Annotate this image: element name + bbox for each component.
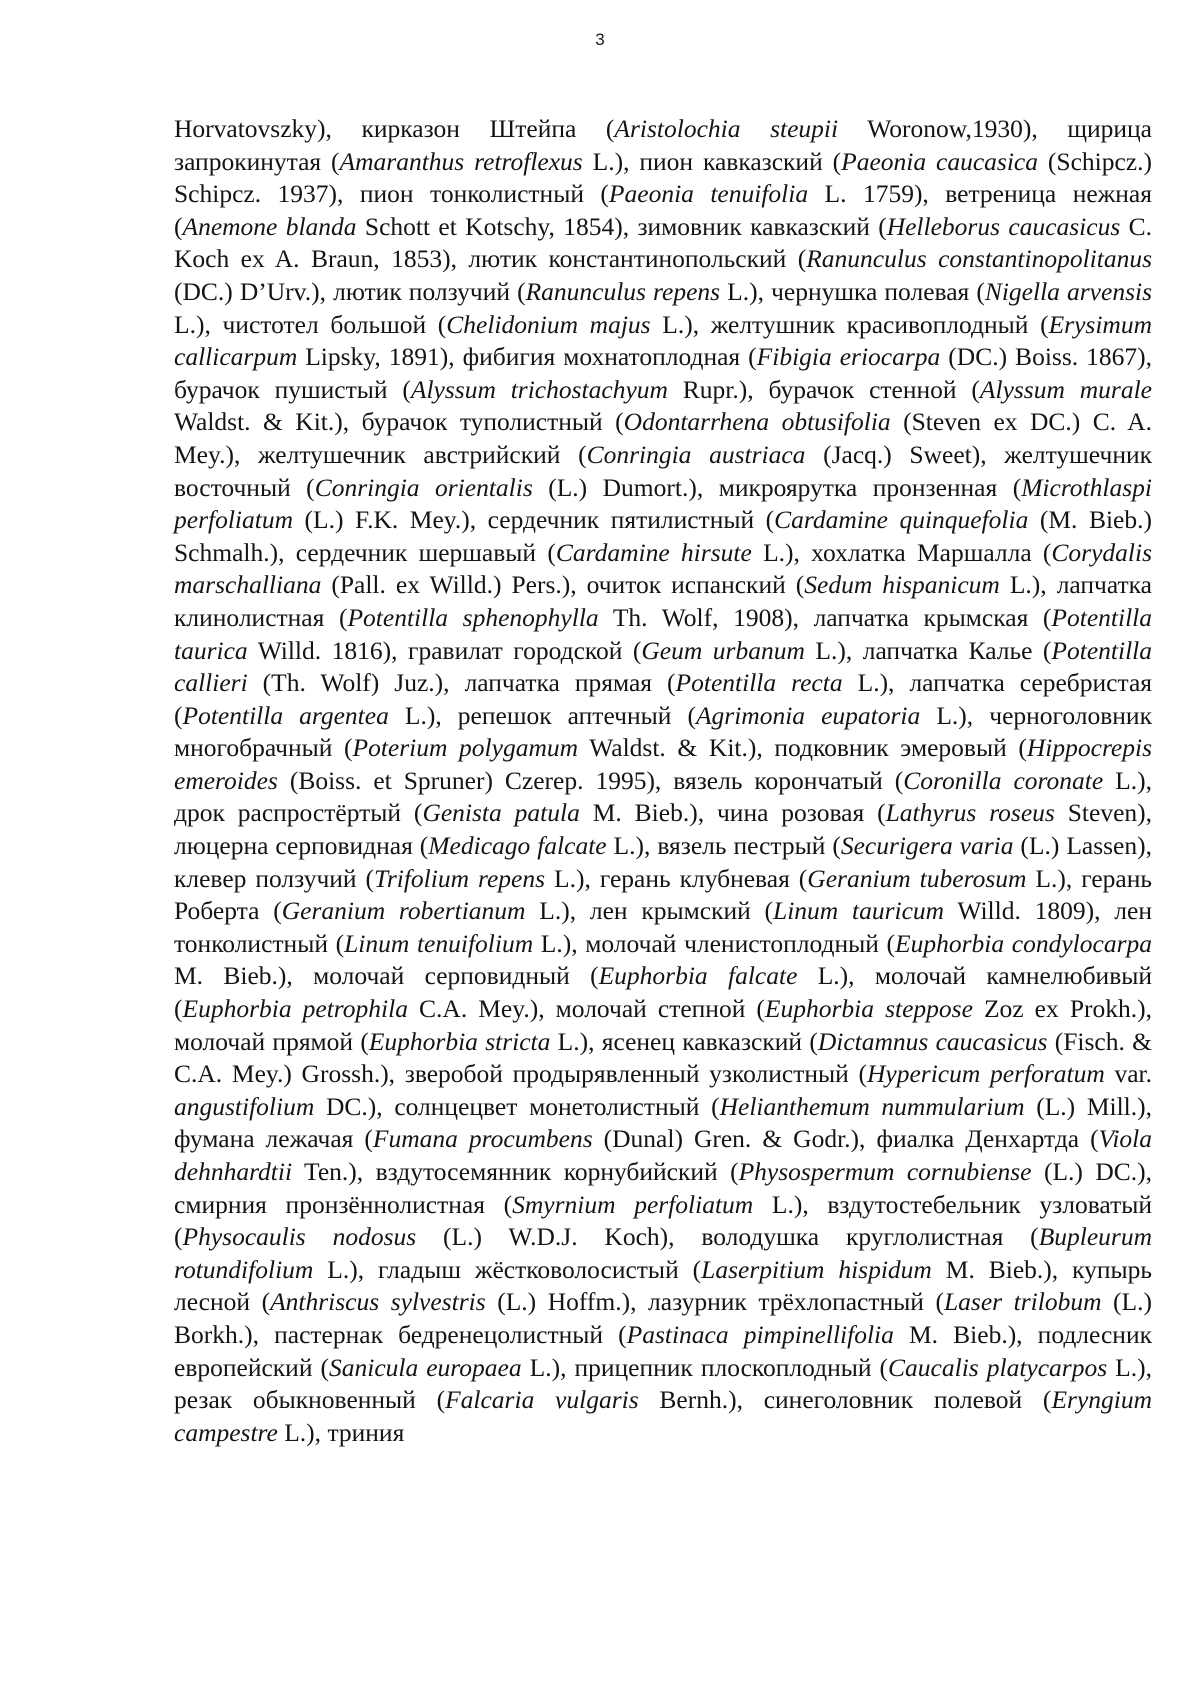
latin-name: Cardamine hirsute xyxy=(555,537,752,567)
latin-name: Euphorbia condylocarpa xyxy=(895,928,1152,958)
common-name-text: лапчатка Калье ( xyxy=(852,635,1052,665)
common-name-text: щирица запрокинутая ( xyxy=(174,114,1152,176)
common-name-text: ясенец кавказский ( xyxy=(594,1026,818,1056)
common-name-text: гравилат городской ( xyxy=(397,635,642,665)
common-name-text: бурачок пушистый ( xyxy=(174,374,411,404)
common-name-text: чернушка полевая ( xyxy=(764,276,985,306)
latin-name: Geranium tuberosum xyxy=(807,863,1027,893)
latin-name: angustifolium xyxy=(174,1091,315,1121)
author-citation: L.), xyxy=(533,928,578,958)
latin-name: Dictamnus caucasicus xyxy=(817,1026,1048,1056)
author-citation: M. Bieb.), xyxy=(893,1319,1023,1349)
author-citation: L.), xyxy=(313,1254,365,1284)
author-citation: (Jacq.) Sweet), xyxy=(805,439,987,469)
latin-name: Sedum hispanicum xyxy=(804,570,1000,600)
author-citation: Ten.), xyxy=(292,1157,364,1186)
species-entry xyxy=(174,864,591,893)
author-citation: (L.) Lassen), xyxy=(1013,831,1152,861)
species-entry xyxy=(450,668,895,697)
latin-name: Conringia austriaca xyxy=(586,439,806,469)
common-name-text: вязель пестрый ( xyxy=(650,831,841,861)
common-name-text: черноголовник многобрачный ( xyxy=(174,700,1152,763)
author-citation: Waldst. & Kit.), xyxy=(174,407,350,437)
species-entry xyxy=(661,766,1152,795)
latin-name: Alyssum trichostachyum xyxy=(410,374,668,404)
author-citation: L.), xyxy=(804,635,853,665)
common-name-text: сердечник пятилистный ( xyxy=(476,505,775,535)
common-name-text: зимовник кавказский ( xyxy=(629,211,887,241)
species-entry xyxy=(566,1353,1152,1382)
latin-name: Potentilla sphenophylla xyxy=(347,602,599,632)
author-citation: (L.) Dumort.), xyxy=(532,472,704,502)
latin-name: Hypericum perforatum xyxy=(866,1059,1105,1089)
species-entry xyxy=(364,1255,1058,1284)
species-entry xyxy=(326,277,764,306)
latin-name: Nigella arvensis xyxy=(984,276,1152,306)
common-name-text: подковник эмеровый ( xyxy=(762,733,1027,763)
common-name-text: бурачок туполистный ( xyxy=(349,407,624,437)
latin-name: Helleborus caucasicus xyxy=(886,211,1121,241)
author-citation: M. Bieb.), xyxy=(174,961,293,991)
common-name-text: володушка круглолистная ( xyxy=(674,1222,1039,1252)
author-citation: C.A. Mey.), xyxy=(407,994,545,1024)
species-entry xyxy=(343,179,928,208)
author-citation: (M. Bieb.) Schmalh.), xyxy=(174,505,1152,567)
species-entry xyxy=(174,1124,865,1153)
author-citation: Willd. 1816), xyxy=(247,635,398,665)
page-number: 3 xyxy=(595,30,605,49)
common-name-text: клевер ползучий ( xyxy=(174,863,375,893)
author-citation: L.), xyxy=(720,276,764,306)
author-citation: (L.) W.D.J. Koch), xyxy=(416,1222,675,1252)
species-entry xyxy=(363,1157,1152,1186)
common-name-text: пастернак бедренецолистный ( xyxy=(259,1319,627,1349)
author-citation: (DC.) D’Urv.), xyxy=(174,276,327,306)
latin-name: Potentilla callieri xyxy=(174,635,1152,698)
latin-name: Anemone blanda xyxy=(182,211,357,241)
author-citation: L.), xyxy=(388,700,442,730)
common-name-text: триния xyxy=(321,1417,405,1447)
author-citation: (Pall. ex Willd.) Pers.), xyxy=(321,570,577,600)
common-name-text: лазурник трёхлопастный ( xyxy=(636,1287,944,1317)
species-entry xyxy=(174,1385,743,1414)
author-citation: Woronow,1930), xyxy=(838,114,1038,143)
latin-name: Aristolochia steupii xyxy=(614,114,839,143)
author-citation: (L.) DC.), xyxy=(1031,1157,1152,1186)
latin-name: Amaranthus retroflexus xyxy=(339,146,583,176)
common-name-text: хохлатка Маршалла ( xyxy=(799,537,1052,567)
latin-name: Paeonia tenuifolia xyxy=(608,179,809,209)
latin-name: Potentilla recta xyxy=(675,668,843,698)
latin-name: Microthlaspi perfoliatum xyxy=(174,472,1152,535)
species-entry xyxy=(284,538,799,567)
latin-name: Odontarrhena obtusifolia xyxy=(623,407,891,437)
author-citation: Steven), xyxy=(1054,798,1153,828)
author-citation: L.), xyxy=(606,831,651,861)
common-name-text: фиалка Денхартда ( xyxy=(865,1124,1099,1154)
common-name-text: лен крымский ( xyxy=(576,896,774,926)
latin-name: Agrimonia eupatoria xyxy=(695,700,921,730)
latin-name: Euphorbia steppose xyxy=(764,994,973,1024)
author-citation: L.), xyxy=(650,309,700,339)
author-citation: L.), xyxy=(174,309,211,339)
latin-name: Chelidonium majus xyxy=(446,309,651,339)
author-citation: L. 1759), xyxy=(808,179,929,209)
latin-name: Alyssum murale xyxy=(979,374,1152,404)
common-name-text: синеголовник полевой ( xyxy=(742,1385,1052,1415)
common-name-text: желтушечник восточный ( xyxy=(174,439,1153,502)
common-name-text: вздутосемянник корнубийский ( xyxy=(363,1157,739,1186)
common-name-text: чистотел большой ( xyxy=(210,309,447,339)
latin-name: Physocaulis nodosus xyxy=(182,1222,417,1252)
latin-name: Ranunculus repens xyxy=(525,276,721,306)
author-citation: L.), xyxy=(277,1417,322,1447)
author-citation: L.), xyxy=(751,537,800,567)
species-entry xyxy=(211,310,699,339)
latin-name: Helianthemum nummularium xyxy=(719,1091,1025,1121)
author-citation: (L.) Hoffm.), xyxy=(485,1287,637,1317)
common-name-text: фумана лежачая ( xyxy=(174,1124,373,1154)
common-name-text: лапчатка прямая ( xyxy=(449,668,676,698)
author-citation: (Dunal) Gren. & Godr.), xyxy=(592,1124,866,1154)
latin-name: Laser trilobum xyxy=(944,1287,1102,1317)
species-entry xyxy=(174,831,650,860)
author-citation: L.), xyxy=(999,570,1047,600)
author-citation: C. Koch ex A. Braun, 1853), xyxy=(174,211,1152,274)
common-name-text: Horvatovszky), кирказон Штейпа ( xyxy=(174,114,615,143)
author-citation: Lipsky, 1891), xyxy=(297,342,455,372)
author-citation: Rupr.), xyxy=(667,374,754,404)
common-name-text: гладыш жёстковолосистый ( xyxy=(364,1254,702,1284)
latin-name: Geum urbanum xyxy=(641,635,805,665)
common-name-text: молочай камнелюбивый ( xyxy=(174,961,1153,1024)
latin-name: Ranunculus constantinopolitanus xyxy=(806,244,1152,274)
common-name-text: подлесник европейский ( xyxy=(174,1319,1152,1382)
author-citation: L.), xyxy=(525,896,577,926)
author-citation: (L.) Mill.), xyxy=(1024,1091,1152,1121)
author-citation: M. Bieb.), xyxy=(931,1254,1059,1284)
common-name-text: молочай прямой ( xyxy=(174,1026,369,1056)
common-name-text: бурачок стенной ( xyxy=(753,374,980,404)
latin-name: Fumana procumbens xyxy=(372,1124,593,1154)
species-entry xyxy=(174,375,754,404)
latin-name: Trifolium repens xyxy=(374,863,546,893)
common-name-text: прицепник плоскоплодный ( xyxy=(566,1352,889,1382)
latin-name: Coronilla coronate xyxy=(903,765,1104,795)
latin-name: Euphorbia petrophila xyxy=(182,994,408,1024)
author-citation: (L.) F.K. Mey.), xyxy=(293,505,477,535)
species-entry xyxy=(650,831,1152,860)
common-name-text: лапчатка серебристая ( xyxy=(174,668,1152,730)
species-entry xyxy=(383,1092,1152,1121)
author-citation: (Schipcz.) Schipcz. 1937), xyxy=(174,146,1152,209)
species-entry xyxy=(577,570,1047,599)
author-citation: (Boiss. et Spruner) Czerep. 1995), xyxy=(277,765,662,795)
common-name-text: лапчатка крымская ( xyxy=(798,602,1052,632)
species-entry xyxy=(174,798,704,827)
common-name-text: лен тонколистный ( xyxy=(174,896,1152,958)
author-citation: (L.) Borkh.), xyxy=(174,1287,1152,1349)
author-citation: L.), xyxy=(753,1189,809,1219)
latin-name: Falcaria vulgaris xyxy=(445,1385,639,1415)
common-name-text: герань клубневая ( xyxy=(590,863,808,893)
latin-name: Geranium robertianum xyxy=(281,896,526,926)
species-entry xyxy=(398,636,853,665)
latin-name: Cardamine quinquefolia xyxy=(774,505,1029,535)
author-citation: (DC.) Boiss. 1867), xyxy=(940,342,1152,372)
common-name-text: вздутостебельник узловатый ( xyxy=(174,1189,1152,1252)
latin-name: Medicago falcate xyxy=(428,831,607,861)
author-citation: L.), xyxy=(550,1026,595,1056)
latin-name: Genista patula xyxy=(422,798,580,828)
species-entry xyxy=(174,114,1038,143)
author-citation: L.), xyxy=(797,961,855,991)
common-name-text: молочай серповидный ( xyxy=(292,961,599,991)
species-entry xyxy=(545,994,1152,1023)
species-entry xyxy=(174,1190,809,1219)
common-name-text: пион тонколистный ( xyxy=(343,179,609,209)
common-name-text: желтушник красивоплодный ( xyxy=(699,309,1049,339)
author-citation: L.), xyxy=(920,700,974,730)
author-citation: var. xyxy=(1104,1059,1152,1089)
common-name-text: вязель корончатый ( xyxy=(661,765,904,795)
author-citation: Waldst. & Kit.), xyxy=(578,733,763,763)
latin-name: Potentilla argentea xyxy=(182,700,389,730)
latin-name: Laserpitium hispidum xyxy=(701,1254,932,1284)
latin-name: Anthriscus sylvestris xyxy=(270,1287,486,1317)
latin-name: Fibigia eriocarpa xyxy=(756,342,941,372)
common-name-text: репешок аптечный ( xyxy=(441,700,696,730)
common-name-text: дрок распростёртый ( xyxy=(174,798,423,828)
species-entry xyxy=(591,864,1072,893)
common-name-text: молочай степной ( xyxy=(544,994,765,1024)
latin-name: Hippocrepis emeroides xyxy=(174,733,1152,795)
author-citation: L.), xyxy=(582,146,630,176)
common-name-text: солнцецвет монетолистный ( xyxy=(382,1091,720,1121)
latin-name: Bupleurum rotundifolium xyxy=(174,1222,1153,1284)
latin-name: Eryngium campestre xyxy=(174,1385,1153,1447)
common-name-text: молочай членистоплодный ( xyxy=(577,928,896,958)
latin-name: Sanicula europaea xyxy=(328,1352,522,1382)
latin-name: Caucalis platycarpos xyxy=(888,1352,1108,1382)
latin-name: Corydalis marschalliana xyxy=(174,537,1153,600)
common-name-text: лютик ползучий ( xyxy=(326,276,526,306)
latin-name: Securigera varia xyxy=(840,831,1014,861)
common-name-text: зверобой продырявленный узколистный ( xyxy=(395,1059,867,1089)
author-citation: Willd. 1809), xyxy=(944,896,1101,926)
latin-name: Potentilla taurica xyxy=(174,602,1152,665)
author-citation: (Fisch. & C.A. Mey.) Grossh.), xyxy=(174,1026,1152,1089)
common-name-text: резак обыкновенный ( xyxy=(174,1385,446,1415)
latin-name: Viola dehnhardtii xyxy=(174,1124,1152,1186)
latin-name: Erysimum callicarpum xyxy=(174,309,1152,372)
author-citation: Bernh.), xyxy=(638,1385,743,1415)
author-citation: Th. Wolf, 1908), xyxy=(598,602,799,632)
latin-name: Pastinaca pimpinellifolia xyxy=(626,1319,894,1349)
common-name-text: фибигия мохнатоплодная ( xyxy=(454,342,757,372)
common-name-text: чина розовая ( xyxy=(704,798,886,828)
author-citation: (Steven ex DC.) C. A. Mey.), xyxy=(174,407,1152,469)
author-citation: M. Bieb.), xyxy=(579,798,705,828)
species-entry xyxy=(455,342,1152,371)
latin-name: Conringia orientalis xyxy=(314,472,533,502)
author-citation: L.), xyxy=(521,1352,567,1382)
author-citation: Schott et Kotschy, 1854), xyxy=(356,211,630,241)
species-entry xyxy=(704,798,1152,827)
species-entry xyxy=(442,701,973,730)
species-entry xyxy=(293,961,855,990)
species-entry xyxy=(174,1027,594,1056)
author-citation: Zoz ex Prokh.), xyxy=(972,994,1152,1024)
author-citation: L.), xyxy=(1107,1352,1152,1382)
latin-name: Smyrnium perfoliatum xyxy=(512,1189,754,1219)
author-citation: L.), xyxy=(842,668,895,698)
species-entry xyxy=(259,1320,1023,1349)
common-name-text: лютик константинопольский ( xyxy=(456,244,807,274)
latin-name: Euphorbia stricta xyxy=(368,1026,551,1056)
latin-name: Poterium polygamum xyxy=(352,733,579,763)
species-entry xyxy=(240,440,986,469)
common-name-text: очиток испанский ( xyxy=(576,570,805,600)
latin-name: Linum tenuifolium xyxy=(344,928,534,958)
common-name-text: люцерна серповидная ( xyxy=(174,831,429,861)
author-citation: DC.), xyxy=(314,1091,383,1121)
species-entry xyxy=(576,896,1100,925)
common-name-text: ветреница нежная ( xyxy=(174,179,1152,241)
body-text xyxy=(174,113,1152,1449)
species-entry xyxy=(321,1418,404,1447)
latin-name: Paeonia caucasica xyxy=(841,146,1038,176)
latin-name: Physospermum cornubiense xyxy=(738,1157,1032,1186)
common-name-text: сердечник шершавый ( xyxy=(284,537,556,567)
latin-name: Lathyrus roseus xyxy=(885,798,1055,828)
author-citation: (Th. Wolf) Juz.), xyxy=(247,668,450,698)
common-name-text: герань Роберта ( xyxy=(174,863,1152,926)
common-name-text: пион кавказский ( xyxy=(629,146,842,176)
common-name-text: купырь лесной ( xyxy=(174,1254,1153,1317)
latin-name: Euphorbia falcate xyxy=(598,961,798,991)
author-citation: L.), xyxy=(1103,765,1152,795)
common-name-text: желтушечник австрийский ( xyxy=(240,439,587,469)
common-name-text: микроярутка пронзенная ( xyxy=(703,472,1022,502)
common-name-text: смирния пронзённолистная ( xyxy=(174,1189,513,1219)
common-name-text: лапчатка клинолистная ( xyxy=(174,570,1152,632)
latin-name: Linum tauricum xyxy=(773,896,945,926)
author-citation: L.), xyxy=(1026,863,1073,893)
author-citation: L.), xyxy=(545,863,591,893)
